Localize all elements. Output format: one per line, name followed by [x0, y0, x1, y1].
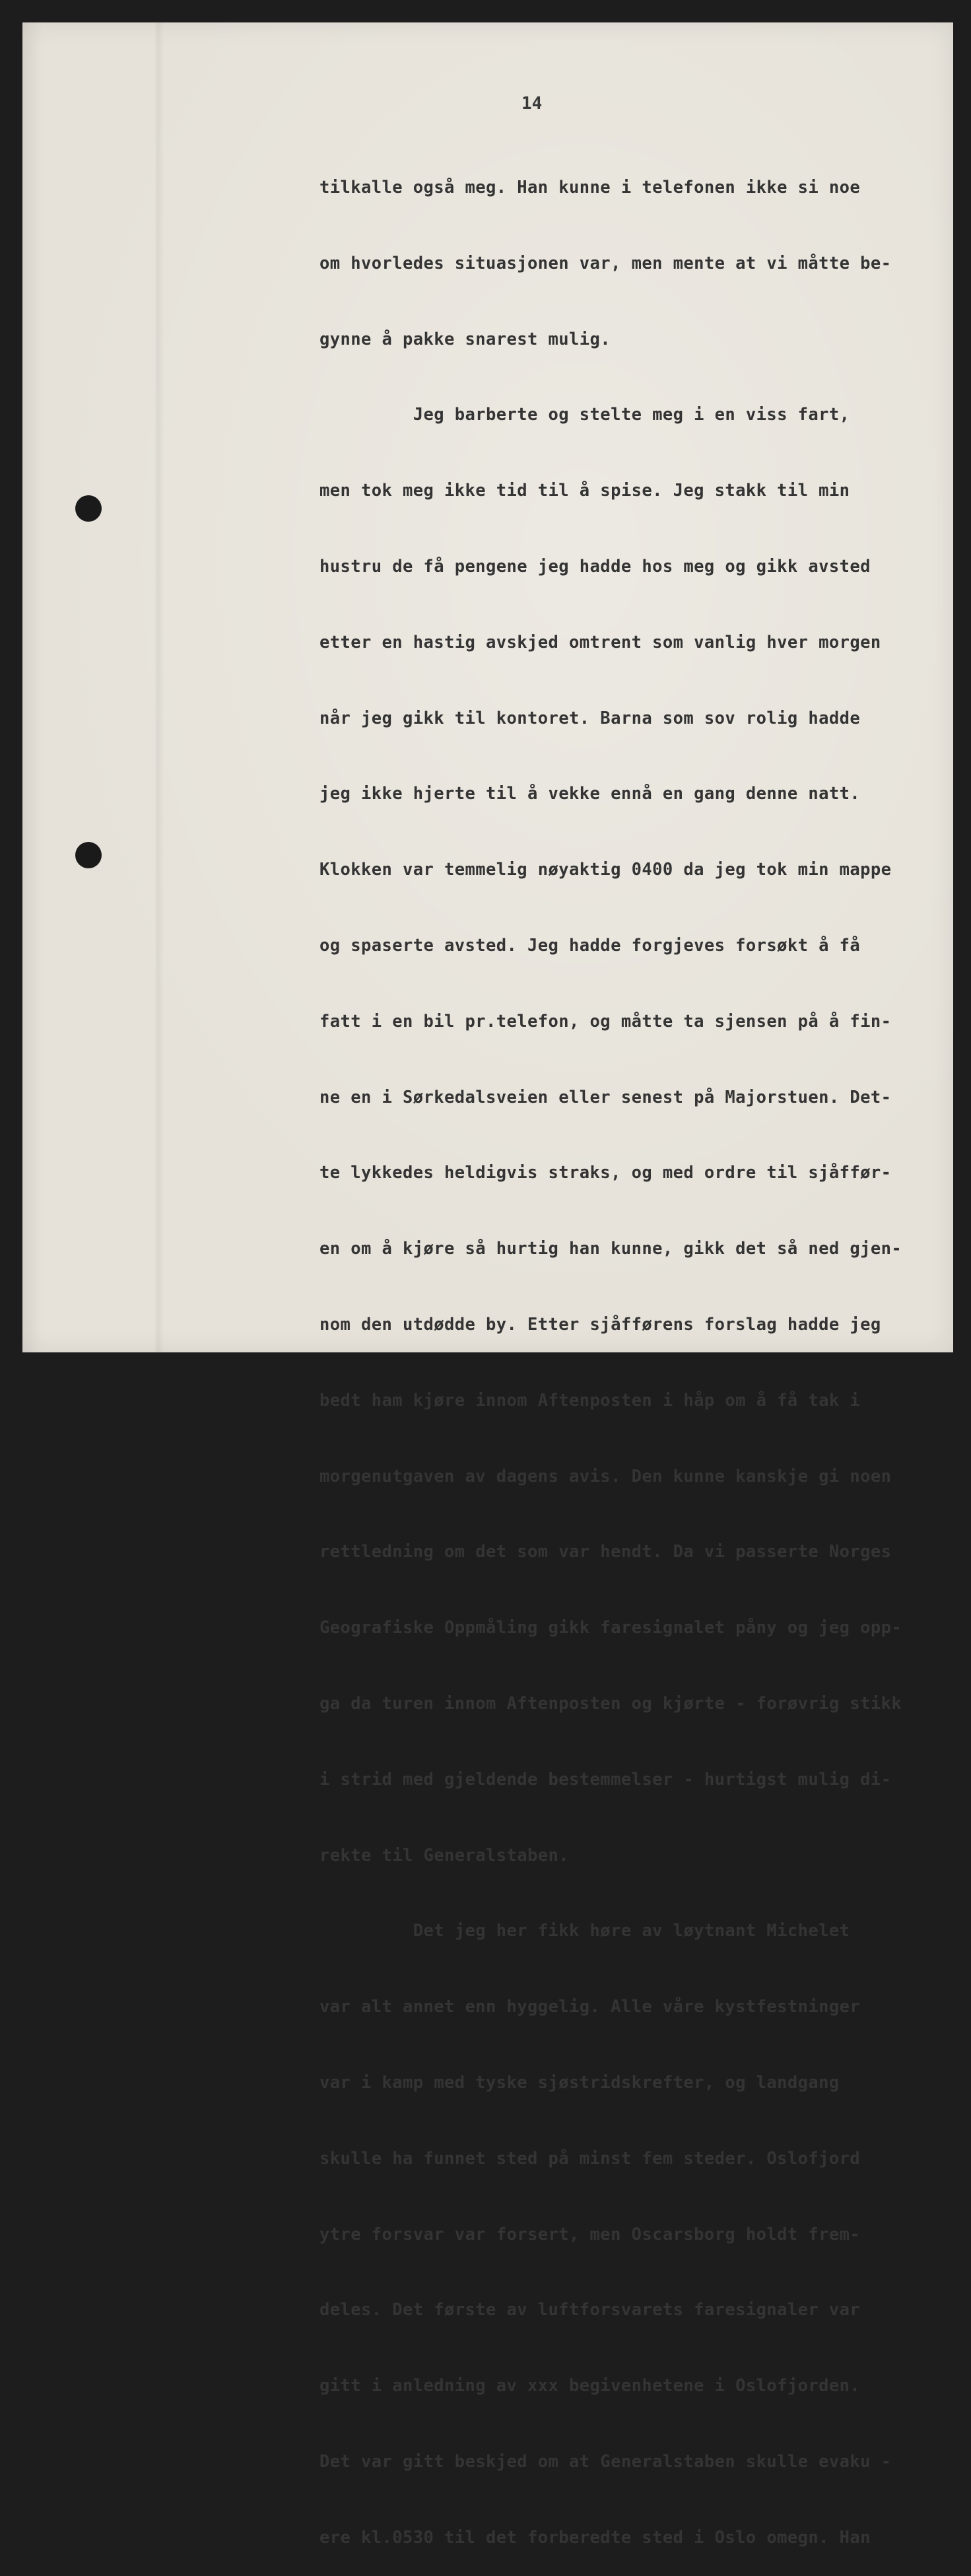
text-line: Klokken var temmelig nøyaktig 0400 da jeg tok min mappe — [319, 860, 892, 880]
text-line: men tok meg ikke tid til å spise. Jeg stakk til min — [319, 481, 850, 501]
text-line: når jeg gikk til kontoret. Barna som sov rolig hadde — [319, 708, 861, 728]
text-line: i strid med gjeldende bestemmelser - hurtigst mulig di- — [319, 1769, 892, 1790]
text-line: var i kamp med tyske sjøstridskrefter, og landgang — [319, 2072, 840, 2093]
text-line: var alt annet enn hyggelig. Alle våre kystfestninger — [319, 1997, 861, 2017]
text-line: tilkalle også meg. Han kunne i telefonen ikke si noe — [319, 178, 861, 197]
text-line: nom den utdødde by. Etter sjåfførens forslag hadde jeg — [319, 1314, 881, 1335]
text-line: ga da turen innom Aftenposten og kjørte - forøvrig stikk — [319, 1693, 902, 1714]
text-line: ere kl.0530 til det forberedte sted i Oslo omegn. Han — [319, 2527, 871, 2548]
text-line: jeg ikke hjerte til å vekke ennå en gang denne natt. — [319, 784, 861, 804]
text-line: bedt ham kjøre innom Aftenposten i håp om å få tak i — [319, 1390, 861, 1410]
typed-text-body — [319, 130, 966, 2576]
text-line: Jeg barberte og stelte meg i en viss fart, — [319, 405, 850, 425]
text-line: Det var gitt beskjed om at Generalstaben skulle evaku - — [319, 2451, 892, 2472]
punch-hole — [75, 842, 102, 868]
punch-hole — [75, 495, 102, 522]
page-number: 14 — [521, 94, 543, 114]
text-line: gitt i anledning av xxx begivenhetene i Oslofjorden. — [319, 2376, 861, 2396]
text-line: og spaserte avsted. Jeg hadde forgjeves forsøkt å få — [319, 935, 861, 956]
text-line: deles. Det første av luftforsvarets faresignaler var — [319, 2300, 861, 2320]
text-line: ytre forsvar var forsert, men Oscarsborg holdt frem- — [319, 2224, 861, 2245]
text-line: skulle ha funnet sted på minst fem steder. Oslofjord — [319, 2148, 861, 2169]
text-line: rettledning om det som var hendt. Da vi passerte Norges — [319, 1542, 892, 1562]
text-line: Geografiske Oppmåling gikk faresignalet påny og jeg opp- — [319, 1618, 902, 1638]
text-line: etter en hastig avskjed omtrent som vanlig hver morgen — [319, 632, 881, 652]
text-line: en om å kjøre så hurtig han kunne, gikk det så ned gjen- — [319, 1239, 902, 1259]
text-line: fatt i en bil pr.telefon, og måtte ta sjensen på å fin- — [319, 1011, 892, 1031]
text-line: ne en i Sørkedalsveien eller senest på Majorstuen. Det- — [319, 1087, 892, 1107]
text-line: hustru de få pengene jeg hadde hos meg og gikk avsted — [319, 556, 871, 576]
text-line: rekte til Generalstaben. — [319, 1845, 570, 1865]
text-line: morgenutgaven av dagens avis. Den kunne kanskje gi noen — [319, 1466, 892, 1486]
text-line: Det jeg her fikk høre av løytnant Michelet — [319, 1921, 850, 1941]
text-line: te lykkedes heldigvis straks, og med ordre til sjåffør- — [319, 1163, 892, 1183]
text-line: om hvorledes situasjonen var, men mente at vi måtte be- — [319, 253, 892, 273]
text-line: gynne å pakke snarest mulig. — [319, 329, 611, 349]
